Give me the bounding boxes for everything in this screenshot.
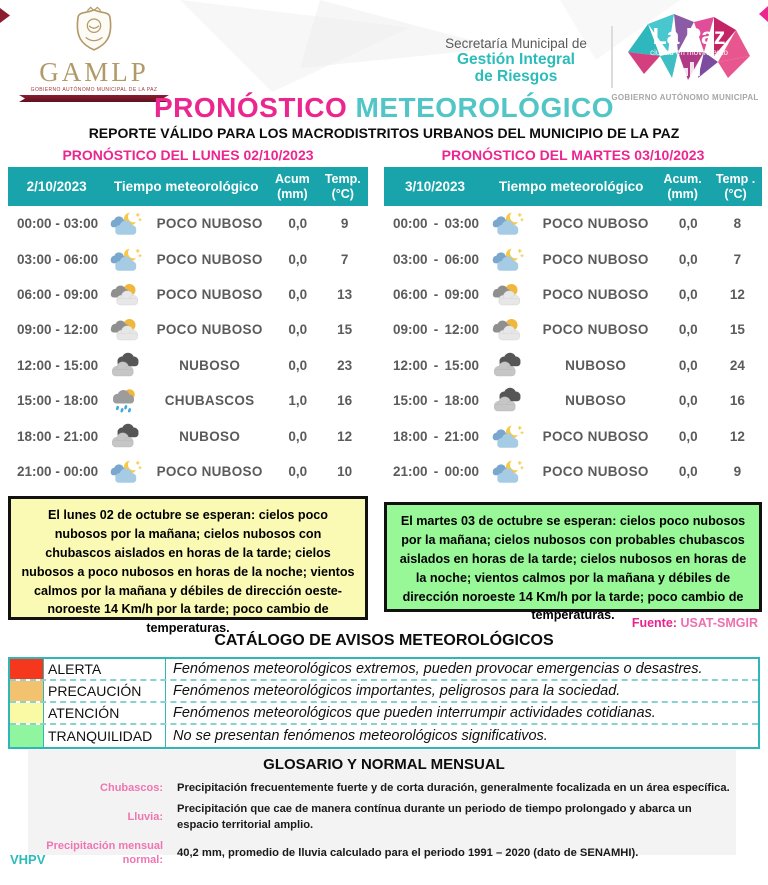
temp-value: 8: [733, 216, 742, 232]
temp-value: 13: [337, 286, 353, 302]
condition-label: POCO NUBOSO: [156, 322, 263, 338]
gamlp-acronym: GAMLP: [39, 57, 149, 87]
temp-value: 23: [337, 357, 353, 373]
column-header-date: 2/10/2023: [26, 179, 87, 194]
showers-icon: [107, 387, 143, 414]
glossary-entry: [35, 801, 730, 833]
night-partly-cloudy-icon: [107, 210, 143, 237]
temp-value: 7: [733, 251, 742, 267]
acum-value: 0,0: [288, 428, 308, 444]
forecast-title-monday: PRONÓSTICO DEL LUNES 02/10/2023: [62, 147, 314, 163]
catalog-row: [10, 703, 758, 725]
time-range: 15:00 - 18:00: [393, 393, 480, 409]
temp-value: 12: [729, 428, 745, 444]
forecast-row: [8, 454, 368, 489]
night-partly-cloudy-icon: [489, 423, 525, 450]
level-label: TRANQUILIDAD: [44, 725, 166, 747]
condition-label: NUBOSO: [179, 357, 241, 373]
temp-value: 15: [337, 322, 353, 338]
condition-label: POCO NUBOSO: [542, 216, 649, 232]
forecast-row: [384, 383, 762, 418]
glossary-entries: [35, 780, 730, 872]
cloudy-icon: [489, 352, 525, 379]
table-body: [384, 206, 762, 489]
secretaria-logo: [428, 36, 604, 86]
summary-box-monday: El lunes 02 de octubre se esperan: cielos poco nubosos por la mañana; cielos nubosos con chubascos aislados en horas de la tarde; cielos nubosos a poco nubosos en horas de la noche; vientos calmos por la mañana y débiles de dirección oeste-noroeste 14 Km/h por la tarde; poco cambio de temperaturas.: [8, 496, 368, 620]
condition-label: POCO NUBOSO: [156, 251, 263, 267]
forecast-row: [8, 383, 368, 418]
acum-value: 0,0: [678, 393, 698, 409]
condition-label: POCO NUBOSO: [156, 216, 263, 232]
level-color-swatch: [10, 681, 44, 701]
forecast-row: [8, 277, 368, 312]
time-range: 00:00 - 03:00: [393, 216, 480, 232]
acum-value: 0,0: [288, 251, 308, 267]
column-header-weather: Tiempo meteorológico: [498, 179, 644, 194]
secretaria-line1: Secretaría Municipal de: [445, 36, 587, 51]
forecast-row: [8, 312, 368, 347]
time-range: 18:00 - 21:00: [393, 428, 480, 444]
condition-label: POCO NUBOSO: [542, 322, 649, 338]
forecast-row: [384, 241, 762, 276]
time-range: 06:00 - 09:00: [17, 286, 99, 302]
acum-value: 0,0: [288, 216, 308, 232]
glossary-entry: [35, 780, 730, 796]
column-header-acum: Acum. (mm): [663, 172, 702, 201]
level-label: ALERTA: [44, 659, 166, 679]
level-color-swatch: [10, 725, 44, 747]
night-partly-cloudy-icon: [107, 246, 143, 273]
glossary-definition: 40,2 mm, promedio de lluvia calculado para el periodo 1991 – 2020 (dato de SENAMHI).: [177, 846, 639, 859]
glossary-term: Lluvia:: [127, 811, 163, 824]
page-title-part1: PRONÓSTICO: [153, 92, 348, 123]
acum-value: 0,0: [678, 428, 698, 444]
day-partly-cloudy-icon: [107, 281, 143, 308]
night-partly-cloudy-icon: [489, 210, 525, 237]
temp-value: 9: [340, 216, 349, 232]
acum-value: 0,0: [678, 463, 698, 479]
level-description: Fenómenos meteorológicos extremos, pueden provocar emergencias o desastres.: [173, 661, 703, 677]
column-header-date: 3/10/2023: [404, 179, 466, 194]
forecast-row: [8, 418, 368, 453]
acum-value: 0,0: [288, 286, 308, 302]
acum-value: 0,0: [288, 357, 308, 373]
cloudy-icon: [107, 423, 143, 450]
acum-value: 0,0: [288, 463, 308, 479]
acum-value: 0,0: [678, 357, 698, 373]
time-range: 12:00 - 15:00: [393, 357, 480, 373]
glossary-term: Chubascos:: [100, 781, 163, 794]
page-title-part2: METEOROLÓGICO: [355, 92, 614, 123]
acum-value: 0,0: [678, 322, 698, 338]
condition-label: NUBOSO: [565, 393, 627, 409]
time-range: 09:00 - 12:00: [17, 322, 99, 338]
acum-value: 0,0: [678, 216, 698, 232]
forecast-row: [384, 418, 762, 453]
cloudy-icon: [489, 387, 525, 414]
column-header-temp: Temp . (°C): [715, 172, 756, 201]
time-range: 15:00 - 18:00: [17, 393, 99, 409]
gamlp-logo: [18, 4, 170, 102]
forecast-row: [384, 312, 762, 347]
time-range: 12:00 - 15:00: [17, 357, 99, 373]
lapaz-title: La Paz: [652, 23, 726, 49]
condition-label: POCO NUBOSO: [156, 286, 263, 302]
time-range: 03:00 - 06:00: [393, 251, 480, 267]
condition-label: POCO NUBOSO: [542, 463, 649, 479]
condition-label: POCO NUBOSO: [542, 286, 649, 302]
acum-value: 0,0: [288, 322, 308, 338]
forecast-row: [384, 348, 762, 383]
summary-box-tuesday: El martes 03 de octubre se esperan: cielos poco nubosos por la mañana; cielos nubosos con probables chubascos aislados en horas de la tarde; cielos nubosos en horas de la noche; vientos calmos por la mañana y débiles de dirección noroeste 14 Km/h por la tarde; poco cambio de temperaturas.: [384, 502, 762, 612]
temp-value: 12: [337, 428, 353, 444]
catalog-table: [8, 657, 760, 749]
table-header: [8, 167, 368, 206]
level-label: PRECAUCIÓN: [44, 681, 166, 701]
forecast-table-monday: [8, 167, 368, 489]
lapaz-tagline: ciudad en movimiento: [650, 48, 728, 57]
night-partly-cloudy-icon: [489, 246, 525, 273]
cloudy-icon: [107, 352, 143, 379]
condition-label: NUBOSO: [565, 357, 627, 373]
catalog-row: [10, 725, 758, 747]
forecast-row: [8, 241, 368, 276]
report-subtitle: REPORTE VÁLIDO PARA LOS MACRODISTRITOS URBANOS DEL MUNICIPIO DE LA PAZ: [88, 125, 680, 141]
column-header-weather: Tiempo meteorológico: [113, 179, 259, 194]
lapaz-logo: [616, 10, 762, 90]
temp-value: 15: [729, 322, 745, 338]
day-partly-cloudy-icon: [489, 281, 525, 308]
time-range: 00:00 - 03:00: [17, 216, 99, 232]
source-value: USAT-SMGIR: [680, 616, 758, 630]
forecast-row: [384, 206, 762, 241]
level-description: No se presentan fenómenos meteorológicos significativos.: [173, 728, 548, 744]
level-color-swatch: [10, 659, 44, 679]
table-body: [8, 206, 368, 489]
catalog-title: CATÁLOGO DE AVISOS METEOROLÓGICOS: [214, 632, 554, 649]
glossary-title: GLOSARIO Y NORMAL MENSUAL: [263, 756, 505, 773]
level-label: ATENCIÓN: [44, 703, 166, 723]
acum-value: 0,0: [678, 286, 698, 302]
temp-value: 9: [733, 463, 742, 479]
night-partly-cloudy-icon: [489, 458, 525, 485]
temp-value: 12: [729, 286, 745, 302]
night-partly-cloudy-icon: [107, 458, 143, 485]
condition-label: NUBOSO: [179, 428, 241, 444]
acum-value: 0,0: [678, 251, 698, 267]
condition-label: POCO NUBOSO: [156, 463, 263, 479]
acum-value: 1,0: [288, 393, 308, 409]
forecast-table-tuesday: [384, 167, 762, 489]
temp-value: 16: [729, 393, 745, 409]
source-label: Fuente:: [631, 616, 677, 630]
table-header: [384, 167, 762, 206]
time-range: 18:00 - 21:00: [17, 428, 99, 444]
column-header-temp: Temp. (°C): [324, 172, 361, 201]
level-description: Fenómenos meteorológicos importantes, peligrosos para la sociedad.: [173, 683, 621, 699]
glossary-entry: [35, 839, 730, 868]
temp-value: 10: [337, 463, 353, 479]
forecast-row: [384, 454, 762, 489]
time-range: 09:00 - 12:00: [393, 322, 480, 338]
glossary-definition: Precipitación que cae de manera contínua durante un periodo de tiempo prolongado y abarca un espacio territorial amplio.: [177, 803, 692, 832]
condition-label: CHUBASCOS: [164, 393, 255, 409]
level-color-swatch: [10, 703, 44, 723]
glossary-definition: Precipitación frecuentemente fuerte y de corta duración, generalmente focalizada en un área específica.: [177, 782, 730, 794]
gamlp-subtext: GOBIERNO AUTÓNOMO MUNICIPAL DE LA PAZ: [30, 87, 158, 93]
condition-label: POCO NUBOSO: [542, 428, 649, 444]
time-range: 03:00 - 06:00: [17, 251, 99, 267]
condition-label: POCO NUBOSO: [542, 251, 649, 267]
time-range: 21:00 - 00:00: [393, 463, 480, 479]
day-partly-cloudy-icon: [489, 316, 525, 343]
forecast-title-tuesday: PRONÓSTICO DEL MARTES 03/10/2023: [441, 147, 705, 163]
temp-value: 16: [337, 393, 353, 409]
secretaria-line2: Gestión Integral: [457, 51, 575, 69]
forecast-row: [8, 348, 368, 383]
source-note: [632, 616, 758, 630]
column-header-acum: Acum (mm): [275, 172, 310, 201]
page-title: [0, 92, 768, 124]
temp-value: 7: [340, 251, 349, 267]
day-partly-cloudy-icon: [107, 316, 143, 343]
time-range: 06:00 - 09:00: [393, 286, 480, 302]
secretaria-line3: de Riesgos: [474, 68, 558, 86]
gamlp-crest-icon: [69, 4, 119, 54]
author-initials: VHPV: [10, 852, 46, 867]
forecast-row: [8, 206, 368, 241]
catalog-row: [10, 659, 758, 681]
time-range: 21:00 - 00:00: [17, 463, 99, 479]
corner-accent-left: [0, 8, 10, 23]
temp-value: 24: [729, 357, 745, 373]
header-divider: [611, 26, 613, 88]
lapaz-subtext: GOBIERNO AUTÓNOMO MUNICIPAL: [611, 93, 759, 102]
forecast-row: [384, 277, 762, 312]
level-description: Fenómenos meteorológicos que pueden interrumpir actividades cotidianas.: [173, 705, 656, 721]
glossary-term: Precipitación mensual normal:: [46, 839, 163, 866]
catalog-row: [10, 681, 758, 703]
